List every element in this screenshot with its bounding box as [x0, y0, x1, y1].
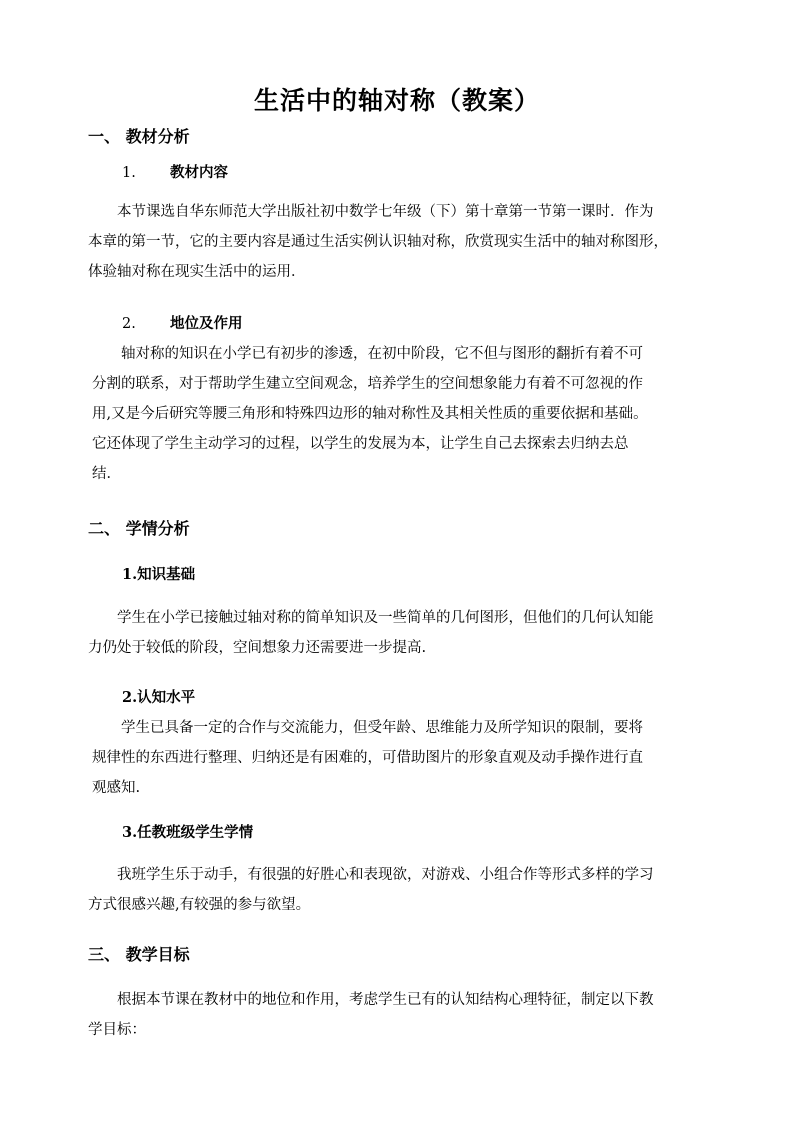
section-heading-objectives: 三、 教学目标	[88, 945, 190, 964]
paragraph-line: 方式很感兴趣,有较强的参与欲望。	[88, 897, 311, 913]
paragraph-line: 轴对称的知识在小学已有初步的渗透，在初中阶段，它不但与图形的翻折有着不可	[121, 346, 643, 362]
paragraph-line: 规律性的东西进行整理、归纳还是有困难的，可借助图片的形象直观及动手操作进行直	[92, 750, 643, 766]
paragraph-line: 学目标：	[88, 1022, 146, 1038]
subsection-heading-content	[122, 163, 228, 183]
subsection-number: 1.	[122, 165, 136, 181]
subsection-heading-cognition: 2.认知水平	[122, 689, 196, 706]
paragraph-content	[88, 197, 668, 287]
paragraph-objectives	[88, 985, 654, 1045]
paragraph-line: 用,又是今后研究等腰三角形和特殊四边形的轴对称性及其相关性质的重要依据和基础。	[92, 406, 648, 422]
document-title: 生活中的轴对称（教案）	[253, 86, 540, 115]
paragraph-line: 我班学生乐于动手，有很强的好胜心和表现欲，对游戏、小组合作等形式多样的学习	[117, 867, 654, 883]
section-heading-materials: 一、 教材分析	[88, 127, 190, 146]
paragraph-line: 本节课选自华东师范大学出版社初中数学七年级（下）第十章第一节第一课时．作为	[117, 204, 654, 220]
paragraph-line: 它还体现了学生主动学习的过程，以学生的发展为本，让学生自己去探索去归纳去总	[92, 436, 629, 452]
paragraph-knowledge	[88, 603, 654, 663]
paragraph-line: 分割的联系，对于帮助学生建立空间观念，培养学生的空间想象能力有着不可忽视的作	[92, 376, 643, 392]
paragraph-class	[88, 860, 654, 920]
subsection-title: 教材内容	[170, 164, 228, 181]
paragraph-cognition	[92, 713, 643, 803]
subsection-title: 地位及作用	[170, 315, 243, 332]
subsection-number: 2.	[122, 316, 136, 332]
subsection-heading-class: 3.任教班级学生学情	[122, 824, 254, 841]
paragraph-line: 本章的第一节，它的主要内容是通过生活实例认识轴对称，欣赏现实生活中的轴对称图形，	[88, 234, 668, 250]
paragraph-role	[92, 339, 648, 489]
paragraph-line: 结．	[92, 466, 121, 482]
paragraph-line: 体验轴对称在现实生活中的运用．	[88, 264, 306, 280]
paragraph-line: 观感知.	[92, 780, 141, 796]
subsection-heading-knowledge: 1.知识基础	[122, 566, 196, 583]
section-heading-students: 二、 学情分析	[88, 519, 190, 538]
paragraph-line: 力仍处于较低的阶段，空间想象力还需要进一步提高.	[88, 640, 427, 656]
paragraph-line: 学生已具备一定的合作与交流能力，但受年龄、思维能力及所学知识的限制，要将	[121, 720, 643, 736]
paragraph-line: 根据本节课在教材中的地位和作用，考虑学生已有的认知结构心理特征，制定以下教	[117, 992, 654, 1008]
paragraph-line: 学生在小学已接触过轴对称的简单知识及一些简单的几何图形，但他们的几何认知能	[117, 610, 654, 626]
subsection-heading-role	[122, 314, 243, 334]
